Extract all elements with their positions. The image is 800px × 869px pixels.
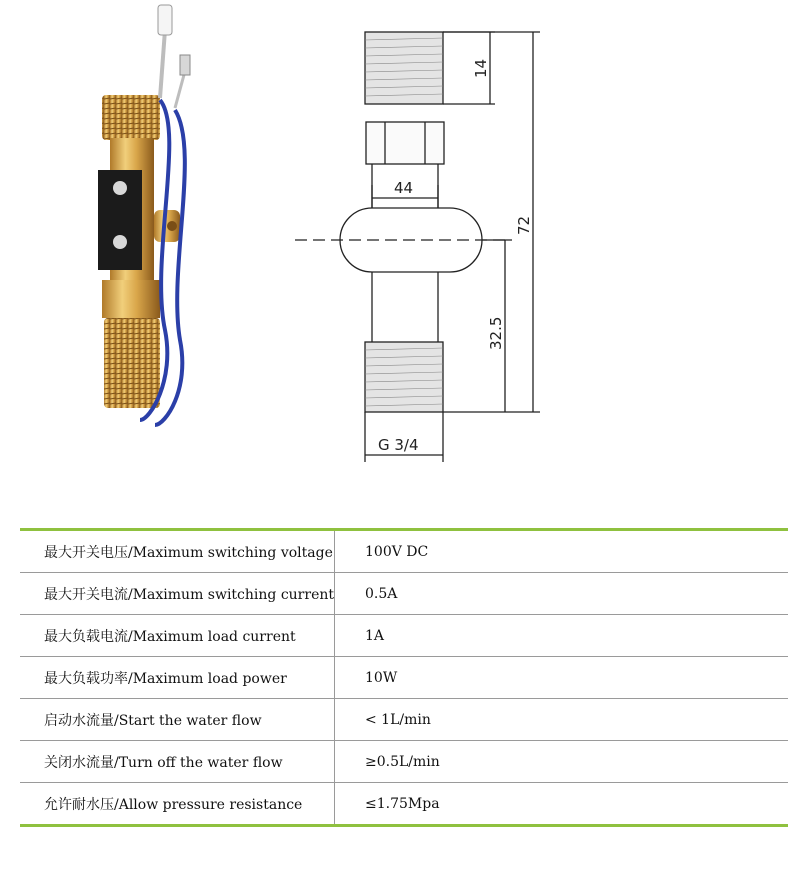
spec-name: 最大开关电流/Maximum switching current (20, 573, 335, 615)
dim-total-height: 72 (515, 215, 533, 235)
table-row (20, 615, 788, 657)
spec-value: ≥0.5L/min (335, 741, 789, 783)
spec-name: 允许耐水压/Allow pressure resistance (20, 783, 335, 826)
spec-name: 最大负载电流/Maximum load current (20, 615, 335, 657)
dim-thread-length: 14 (472, 58, 490, 78)
spec-value: 1A (335, 615, 789, 657)
table-row (20, 699, 788, 741)
table-row (20, 783, 788, 826)
spec-table (20, 528, 788, 827)
dimension-drawing (290, 10, 560, 475)
spec-value: < 1L/min (335, 699, 789, 741)
spec-name: 最大开关电压/Maximum switching voltage (20, 530, 335, 573)
table-row (20, 657, 788, 699)
spec-value: 0.5A (335, 573, 789, 615)
spec-value: 10W (335, 657, 789, 699)
table-row (20, 530, 788, 573)
spec-name: 最大负载功率/Maximum load power (20, 657, 335, 699)
dim-thread-size: G 3/4 (378, 436, 419, 454)
spec-value: ≤1.75Mpa (335, 783, 789, 826)
spec-value: 100V DC (335, 530, 789, 573)
dim-width: 44 (394, 179, 414, 197)
table-row (20, 741, 788, 783)
spec-name: 关闭水流量/Turn off the water flow (20, 741, 335, 783)
table-row (20, 573, 788, 615)
dim-center-height: 32.5 (487, 316, 505, 350)
spec-name: 启动水流量/Start the water flow (20, 699, 335, 741)
product-photo (80, 0, 280, 440)
